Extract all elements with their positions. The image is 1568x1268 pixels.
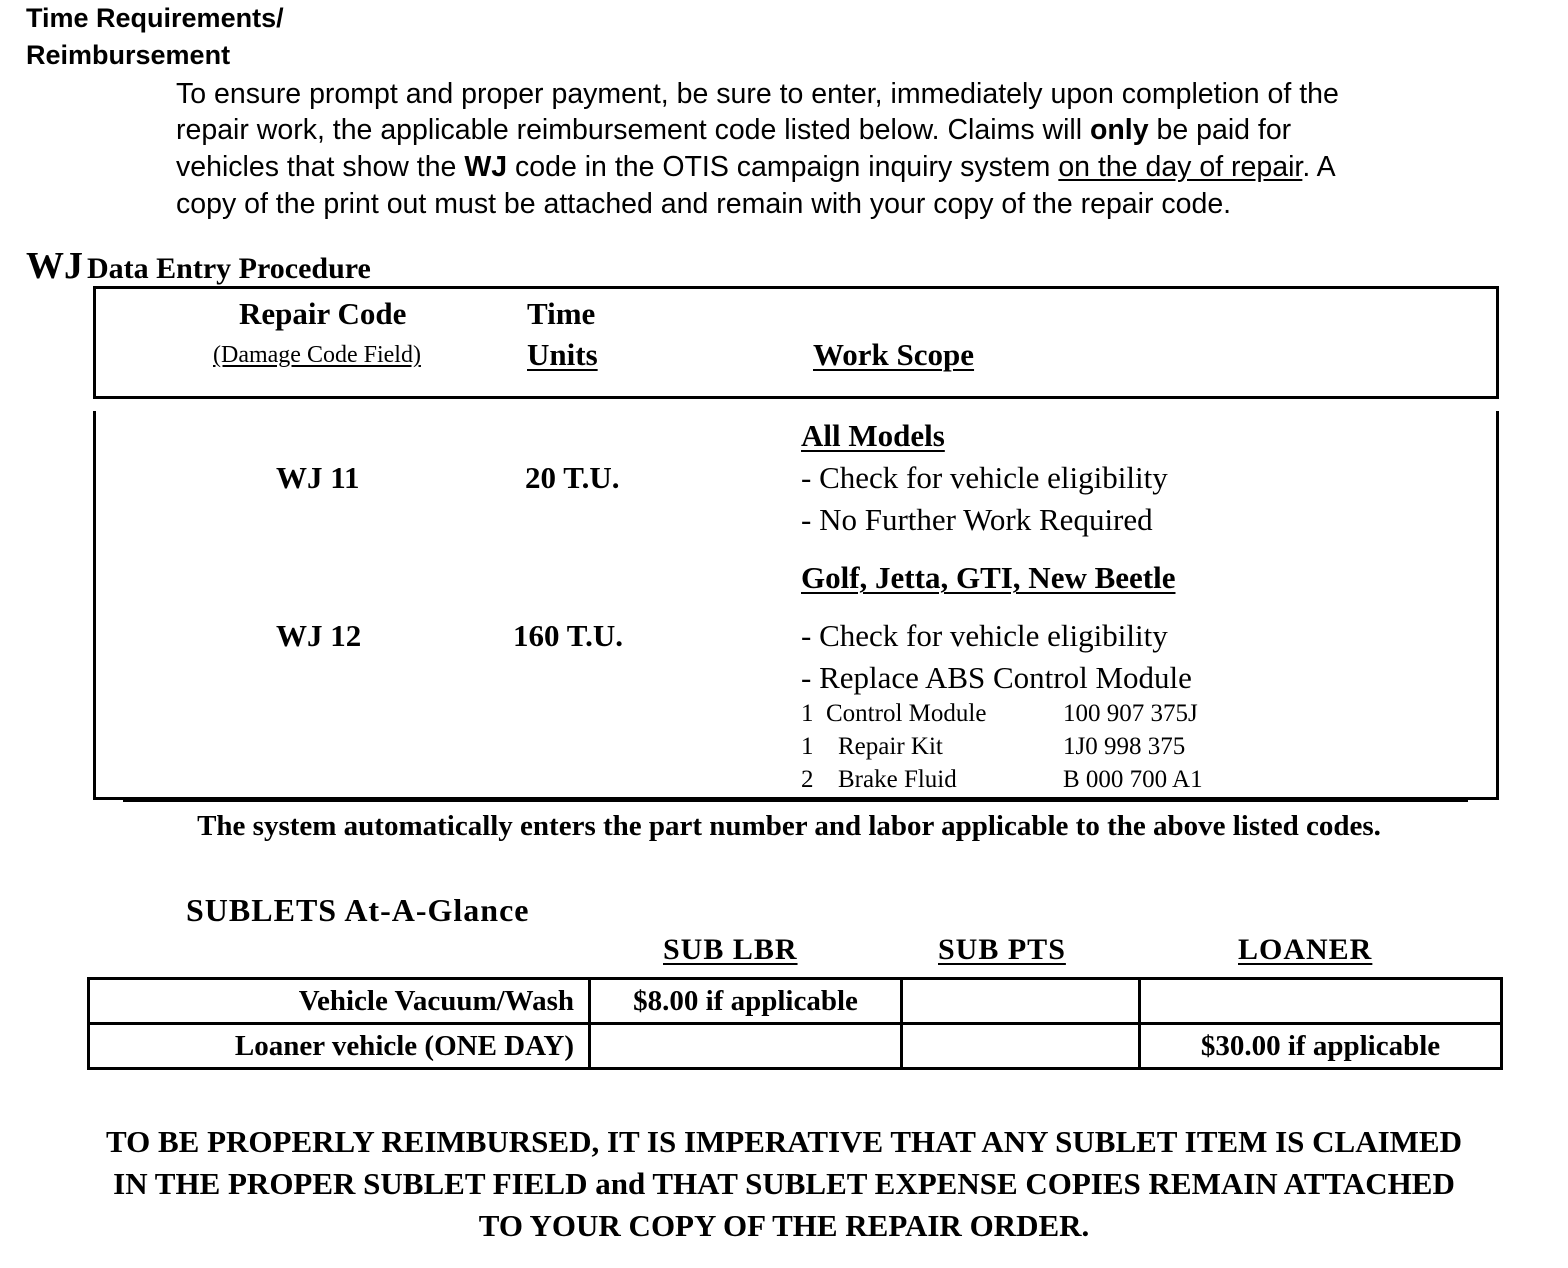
part-name: Control Module bbox=[826, 700, 987, 727]
sublet-label: Vehicle Vacuum/Wash bbox=[89, 979, 590, 1024]
intro-text: code in the OTIS campaign inquiry system bbox=[507, 151, 1059, 183]
sublet-lbr-value bbox=[590, 1024, 902, 1069]
col-time: Time bbox=[527, 296, 596, 331]
part-number: 1J0 998 375 bbox=[1063, 733, 1186, 760]
time-units-wj11: 20 T.U. bbox=[525, 460, 620, 495]
time-units-wj12: 160 T.U. bbox=[513, 618, 623, 653]
part-number: 100 907 375J bbox=[1063, 700, 1198, 727]
intro-text: vehicles that show the bbox=[176, 151, 465, 183]
day-of-repair: on the day of repair bbox=[1058, 151, 1303, 183]
notice-line-3: TO YOUR COPY OF THE REPAIR ORDER. bbox=[478, 1208, 1090, 1243]
auto-entry-note: The system automatically enters the part number and labor applicable to the above listed codes. bbox=[197, 810, 1381, 842]
scope-step: - Check for vehicle eligibility bbox=[801, 618, 1168, 653]
scope-step: - Check for vehicle eligibility bbox=[801, 460, 1168, 495]
emphasis-wj: WJ bbox=[464, 151, 508, 183]
scope-step: - Replace ABS Control Module bbox=[801, 660, 1192, 695]
sublet-loaner-value: $30.00 if applicable bbox=[1140, 1024, 1502, 1069]
sublets-title: SUBLETS At-A-Glance bbox=[186, 892, 530, 928]
procedure-title-text: Data Entry Procedure bbox=[87, 252, 371, 285]
section-heading: Time Requirements/ bbox=[26, 3, 284, 33]
emphasis-only: only bbox=[1089, 114, 1149, 146]
sublet-header-lbr: SUB LBR bbox=[663, 933, 798, 966]
divider bbox=[123, 800, 1468, 802]
intro-line-2 bbox=[176, 114, 1291, 147]
col-repair-code: Repair Code bbox=[239, 296, 407, 331]
section-heading-continued: Reimbursement bbox=[26, 40, 231, 70]
col-units: Units bbox=[527, 337, 598, 372]
procedure-title-code: WJ bbox=[26, 245, 83, 287]
sublet-header-pts: SUB PTS bbox=[938, 933, 1066, 966]
part-name: Brake Fluid bbox=[838, 766, 957, 793]
table-row bbox=[89, 979, 1502, 1024]
intro-line-1: To ensure prompt and proper payment, be sure to enter, immediately upon completion of the bbox=[176, 78, 1339, 110]
part-qty: 1 bbox=[801, 700, 814, 727]
sublets-table bbox=[87, 977, 1503, 1070]
col-work-scope: Work Scope bbox=[813, 337, 975, 372]
sublet-loaner-value bbox=[1140, 979, 1502, 1024]
notice-line-2: IN THE PROPER SUBLET FIELD and THAT SUBLET EXPENSE COPIES REMAIN ATTACHED bbox=[113, 1166, 1455, 1201]
part-qty: 2 bbox=[801, 766, 814, 793]
sublet-pts-value bbox=[902, 979, 1140, 1024]
intro-text: repair work, the applicable reimbursement code listed below. Claims will bbox=[176, 114, 1090, 146]
part-number: B 000 700 A1 bbox=[1063, 766, 1203, 793]
scope-title-golf-jetta: Golf, Jetta, GTI, New Beetle bbox=[801, 560, 1176, 595]
repair-code-wj12: WJ 12 bbox=[276, 618, 362, 653]
reimbursement-notice bbox=[0, 1121, 1568, 1247]
sublet-label: Loaner vehicle (ONE DAY) bbox=[89, 1024, 590, 1069]
intro-line-3 bbox=[176, 151, 1336, 184]
notice-line-1: TO BE PROPERLY REIMBURSED, IT IS IMPERATIVE THAT ANY SUBLET ITEM IS CLAIMED bbox=[105, 1124, 1462, 1159]
intro-text: . A bbox=[1302, 151, 1336, 183]
part-qty: 1 bbox=[801, 733, 814, 760]
sublet-header-loaner: LOANER bbox=[1238, 933, 1373, 966]
intro-text: be paid for bbox=[1148, 114, 1292, 146]
part-name: Repair Kit bbox=[838, 733, 943, 760]
sublet-lbr-value: $8.00 if applicable bbox=[590, 979, 902, 1024]
procedure-title bbox=[26, 244, 371, 288]
table-row bbox=[89, 1024, 1502, 1069]
intro-line-4: copy of the print out must be attached and remain with your copy of the repair code. bbox=[176, 188, 1232, 220]
scope-title-all-models: All Models bbox=[801, 418, 945, 453]
col-repair-code-sub: (Damage Code Field) bbox=[213, 342, 421, 368]
scope-step: - No Further Work Required bbox=[801, 502, 1153, 537]
repair-code-wj11: WJ 11 bbox=[276, 460, 360, 495]
sublet-pts-value bbox=[902, 1024, 1140, 1069]
